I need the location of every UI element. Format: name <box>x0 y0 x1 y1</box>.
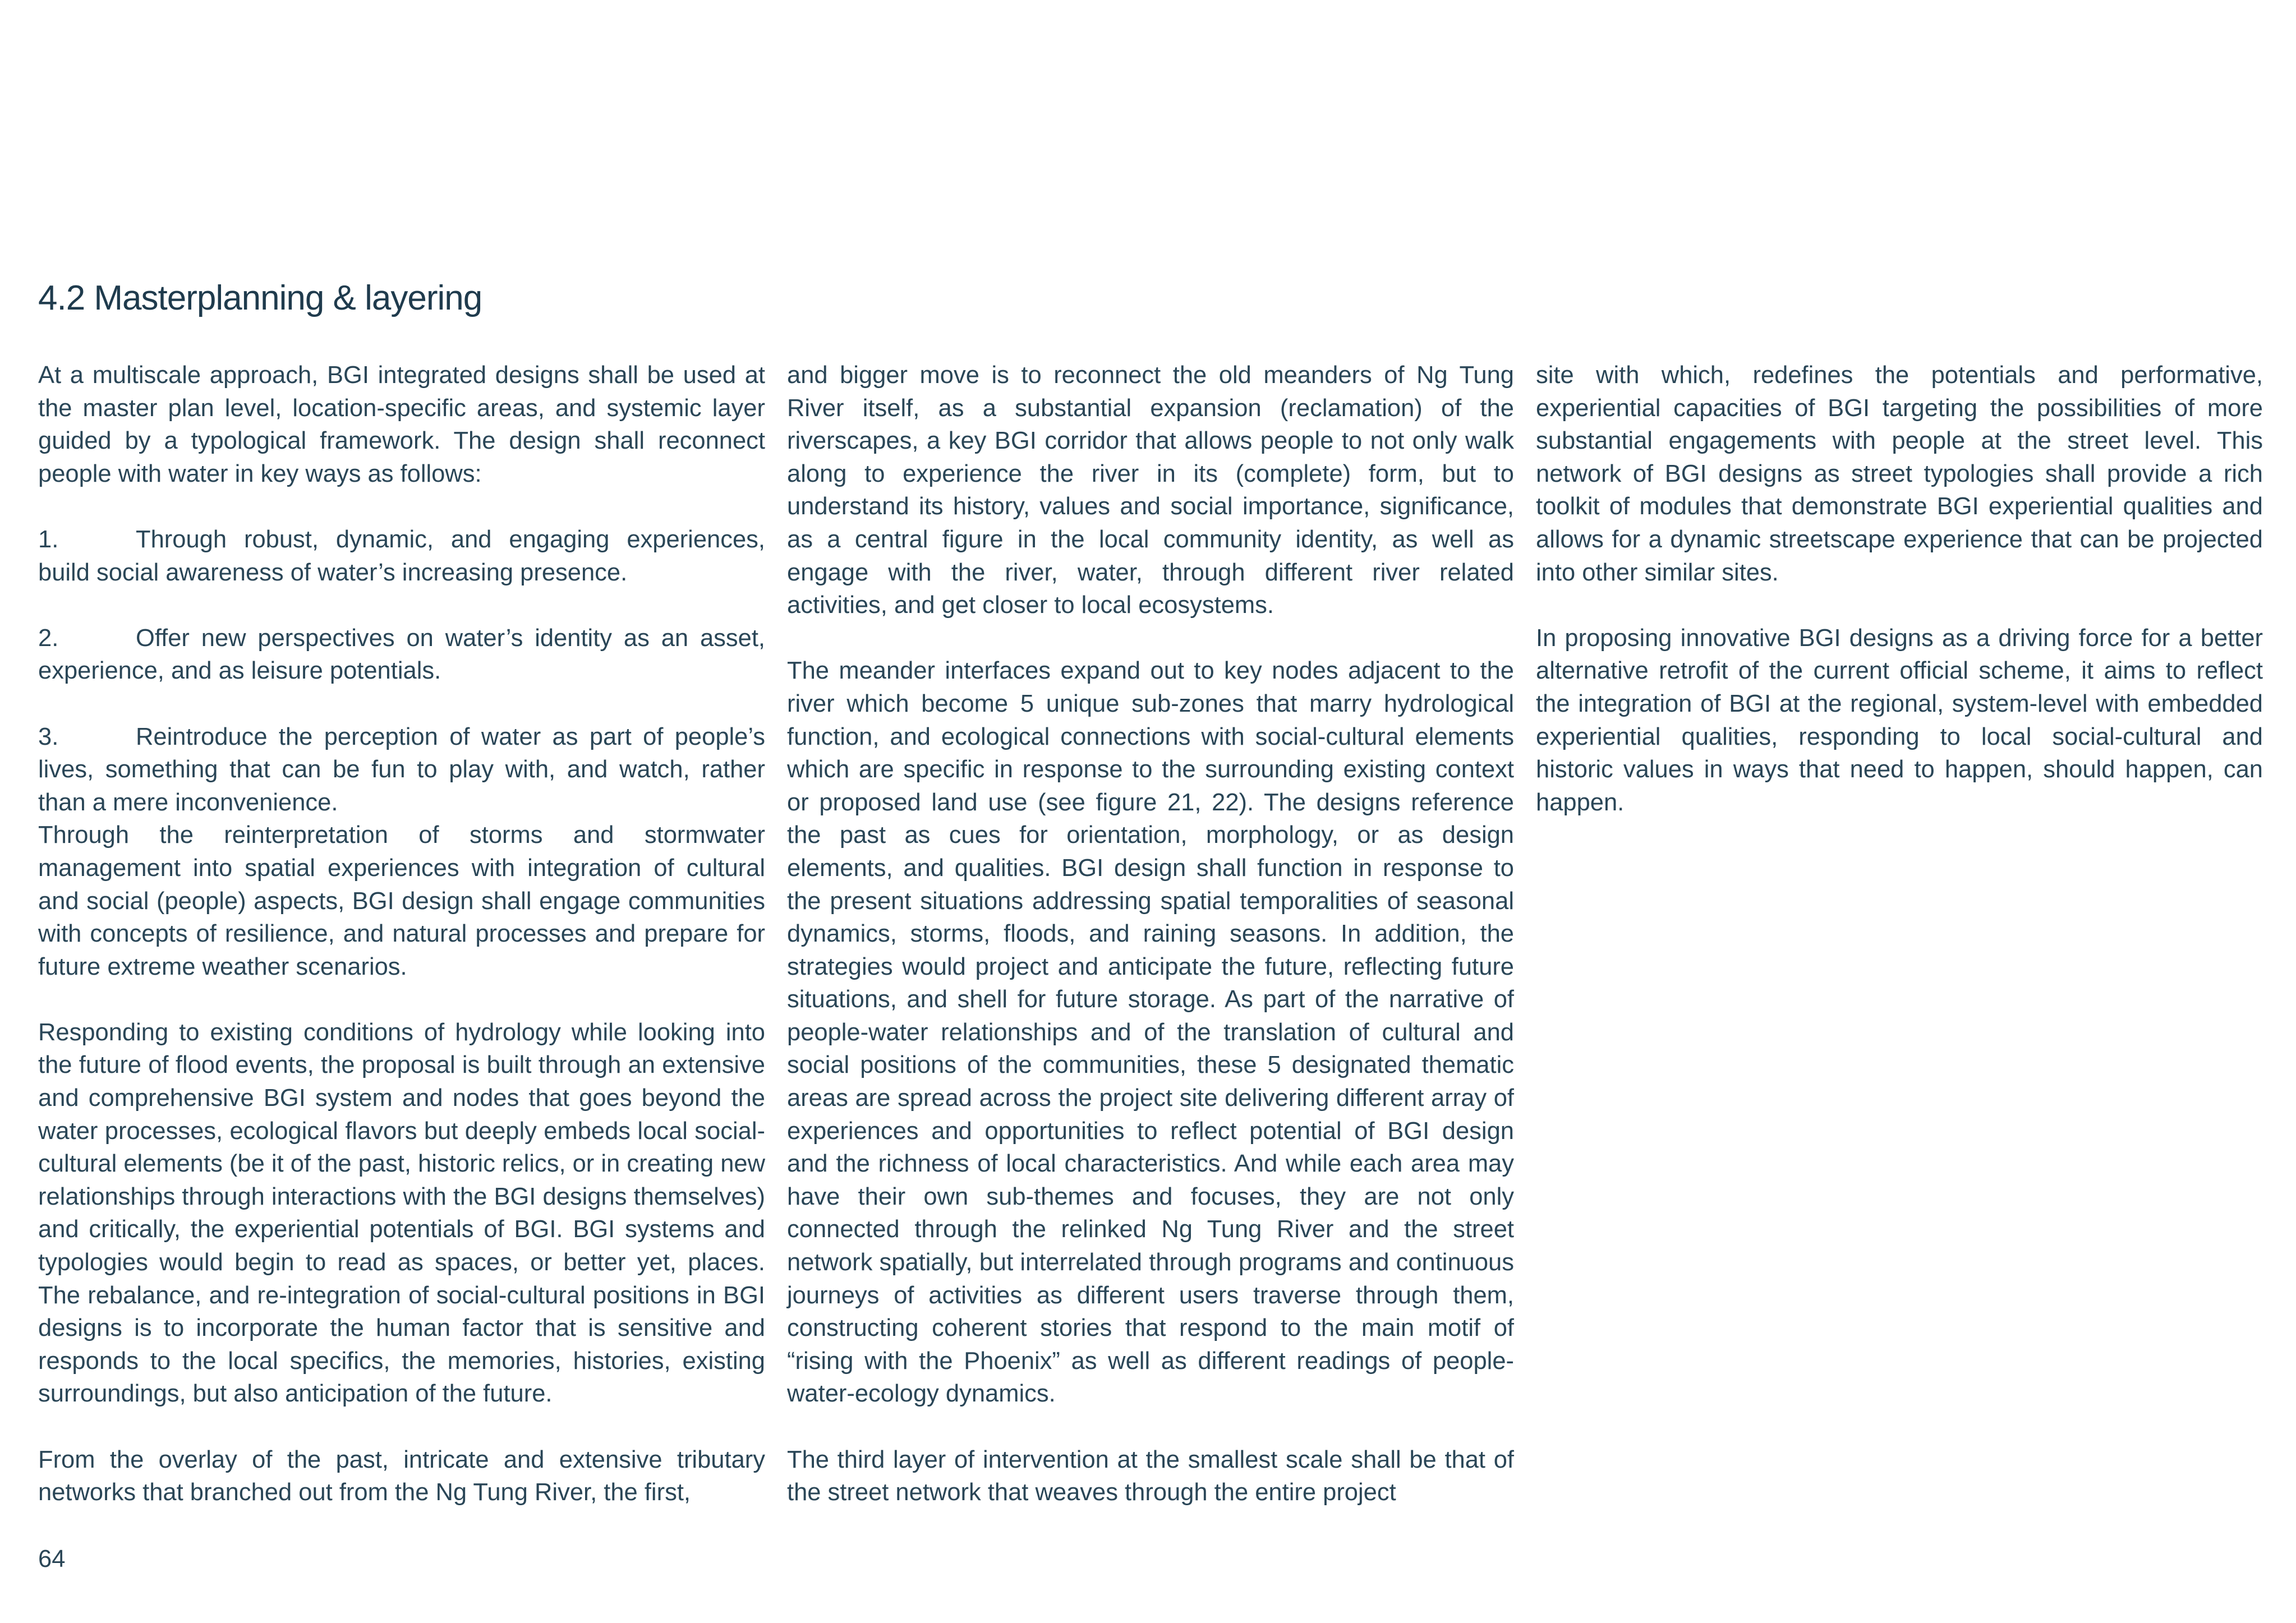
site-paragraph: site with which, redefines the potentials and performative, experiential capacities of BGI targeting the possibilities of more substantial engagements with people at the street level. This network of BGI designs as street typologies shall provide a rich toolkit of modules that demonstrate BGI experiential qualities and allows for a dynamic streetscape experience that can be projected into other similar sites. <box>1536 362 2270 586</box>
list-item-text: Offer new perspectives on water’s identity as an asset, experience, and as leisure potentials. <box>38 624 772 685</box>
intro-paragraph: At a multiscale approach, BGI integrated designs shall be used at the master plan level, location-specific areas, and systemic layer guided by a typological framework. The design shall reconnect people with water in key ways as follows: <box>38 362 772 487</box>
text-column-2 <box>787 359 1521 1509</box>
move-paragraph: and bigger move is to reconnect the old meanders of Ng Tung River itself, as a substantial expansion (reclamation) of the riverscapes, a key BGI corridor that allows people to not only walk along to experience the river in its (complete) form, but to understand its history, values and social importance, significance, as a central figure in the local community identity, as well as engage with the river, water, through different river related activities, and get closer to local ecosystems. <box>787 362 1521 619</box>
list-item-text: Reintroduce the perception of water as part of people’s lives, something that can be fun to play with, and watch, rather than a mere inconvenience. <box>38 723 772 816</box>
list-item-text: Through robust, dynamic, and engaging experiences, build social awareness of water’s increasing presence. <box>38 525 772 586</box>
list-item-1 <box>38 523 772 589</box>
proposing-paragraph: In proposing innovative BGI designs as a driving force for a better alternative retrofit of the current official scheme, it aims to reflect the integration of BGI at the regional, system-level with embedded experiential qualities, responding to local social-cultural and historic values in ways that need to happen, should happen, can happen. <box>1536 624 2270 816</box>
hydrology-paragraph: Responding to existing conditions of hydrology while looking into the future of flood events, the proposal is built through an extensive and comprehensive BGI system and nodes that goes beyond the water processes, ecological flavors but deeply embeds local social-cultural elements (be it of the past, historic relics, or in creating new relationships through interactions with the BGI designs themselves) and critically, the experiential potentials of BGI. BGI systems and typologies would begin to read as spaces, or better yet, places. The rebalance, and re-integration of social-cultural positions in BGI designs is to incorporate the human factor that is sensitive and responds to the local specifics, the memories, histories, existing surroundings, but also anticipation of the future. <box>38 1018 772 1408</box>
section-heading: 4.2 Masterplanning & layering <box>38 279 482 317</box>
list-number: 3. <box>38 723 59 750</box>
text-column-1 <box>38 359 772 1509</box>
page-number: 64 <box>38 1546 66 1573</box>
meander-paragraph: The meander interfaces expand out to key nodes adjacent to the river which become 5 unique sub-zones that marry hydrological function, and ecological connections with social-cultural elements which are specific in response to the surrounding existing context or proposed land use (see figure 21, 22). The designs reference the past as cues for orientation, morphology, or as design elements, and qualities. BGI design shall function in response to the present situations addressing spatial temporalities of seasonal dynamics, storms, floods, and raining seasons. In addition, the strategies would project and anticipate the future, reflecting future situations, and shell for future storage. As part of the narrative of people-water relationships and of the translation of cultural and social positions of the communities, these 5 designated thematic areas are spread across the project site delivering different array of experiences and opportunities to reflect potential of BGI design and the richness of local characteristics. And while each area may have their own sub-themes and focuses, they are not only connected through the relinked Ng Tung River and the street network spatially, but interrelated through programs and continuous journeys of activities as different users traverse through them, constructing coherent stories that respond to the main motif of “rising with the Phoenix” as well as different readings of people-water-ecology dynamics. <box>787 657 1521 1408</box>
third-layer-paragraph: The third layer of intervention at the smallest scale shall be that of the street network that weaves through the entire project <box>787 1446 1521 1506</box>
list-item-2 <box>38 622 772 688</box>
text-column-3 <box>1536 359 2270 819</box>
list-number: 1. <box>38 525 59 553</box>
list-number: 2. <box>38 624 59 652</box>
overlay-paragraph: From the overlay of the past, intricate and extensive tributary networks that branched out from the Ng Tung River, the first, <box>38 1446 772 1506</box>
list-item-3 <box>38 721 772 819</box>
storms-paragraph: Through the reinterpretation of storms and stormwater management into spatial experiences with integration of cultural and social (people) aspects, BGI design shall engage communities with concepts of resilience, and natural processes and prepare for future extreme weather scenarios. <box>38 822 772 980</box>
